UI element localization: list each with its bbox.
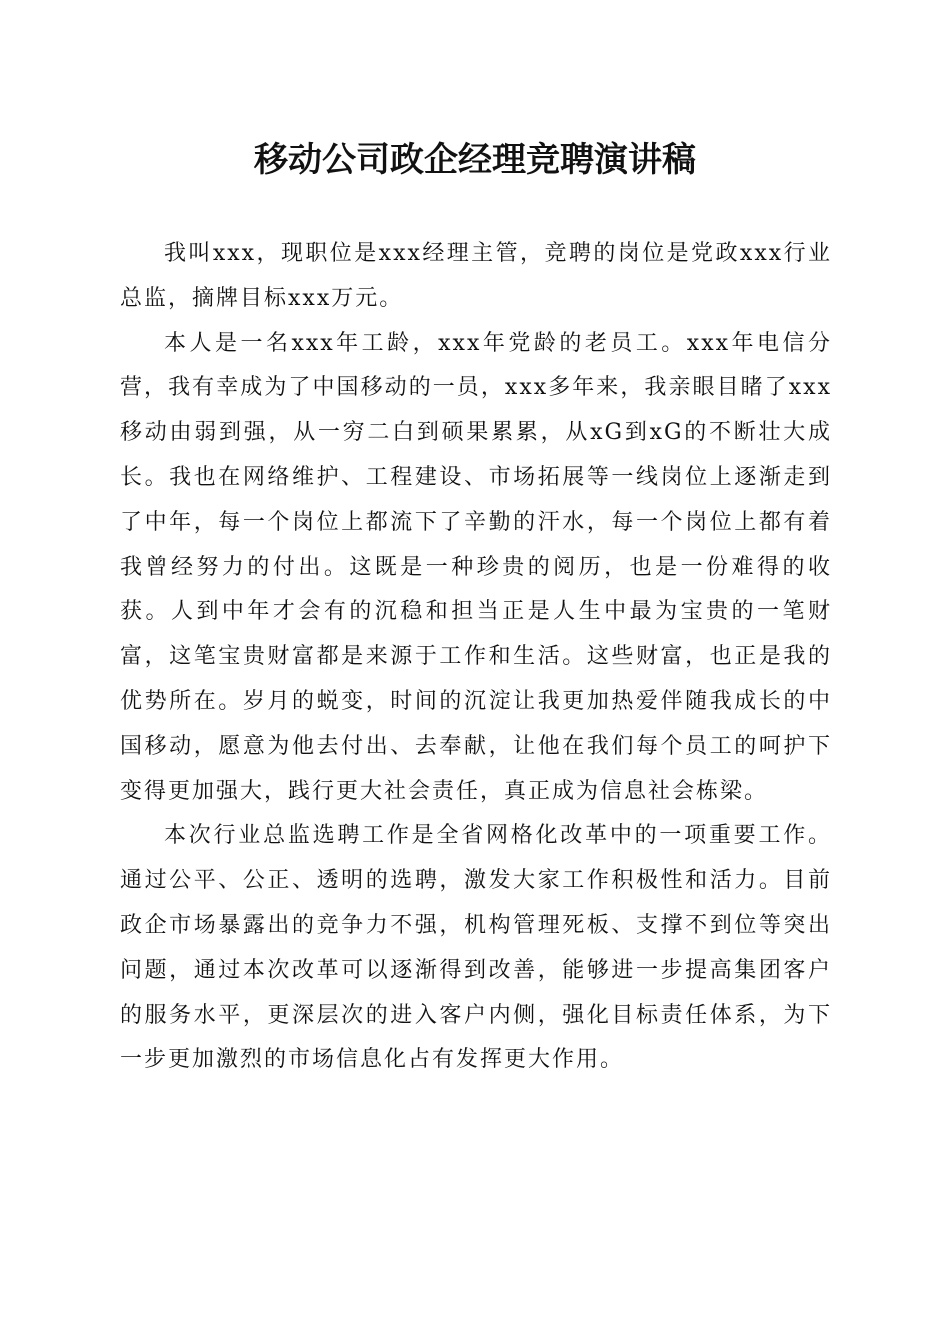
document-title: 移动公司政企经理竞聘演讲稿 (254, 140, 696, 180)
paragraph-reform: 本次行业总监选聘工作是全省网格化改革中的一项重要工作。通过公平、公正、透明的选聘，激发大家工作积极性和活力。目前政企市场暴露出的竞争力不强，机构管理死板、支撑不到位等突出问题，通过本次改革可以逐渐得到改善，能够进一步提高集团客户的服务水平，更深层次的进入客户内侧，强化目标责任体系，为下一步更加激烈的市场信息化占有发挥更大作用。 (120, 823, 832, 1073)
paragraph-intro: 我叫xxx，现职位是xxx经理主管，竞聘的岗位是党政xxx行业总监，摘牌目标xxx万元。 (120, 241, 832, 311)
document-body (120, 232, 832, 1083)
paragraph-experience: 本人是一名xxx年工龄，xxx年党龄的老员工。xxx年电信分营，我有幸成为了中国移动的一员，xxx多年来，我亲眼目睹了xxx移动由弱到强，从一穷二白到硕果累累，从xG到xG的不断壮大成长。我也在网络维护、工程建设、市场拓展等一线岗位上逐渐走到了中年，每一个岗位上都流下了辛勤的汗水，每一个岗位上都有着我曾经努力的付出。这既是一种珍贵的阅历，也是一份难得的收获。人到中年才会有的沉稳和担当正是人生中最为宝贵的一笔财富，这笔宝贵财富都是来源于工作和生活。这些财富，也正是我的优势所在。岁月的蜕变，时间的沉淀让我更加热爱伴随我成长的中国移动，愿意为他去付出、去奉献，让他在我们每个员工的呵护下变得更加强大，践行更大社会责任，真正成为信息社会栋梁。 (120, 330, 832, 804)
